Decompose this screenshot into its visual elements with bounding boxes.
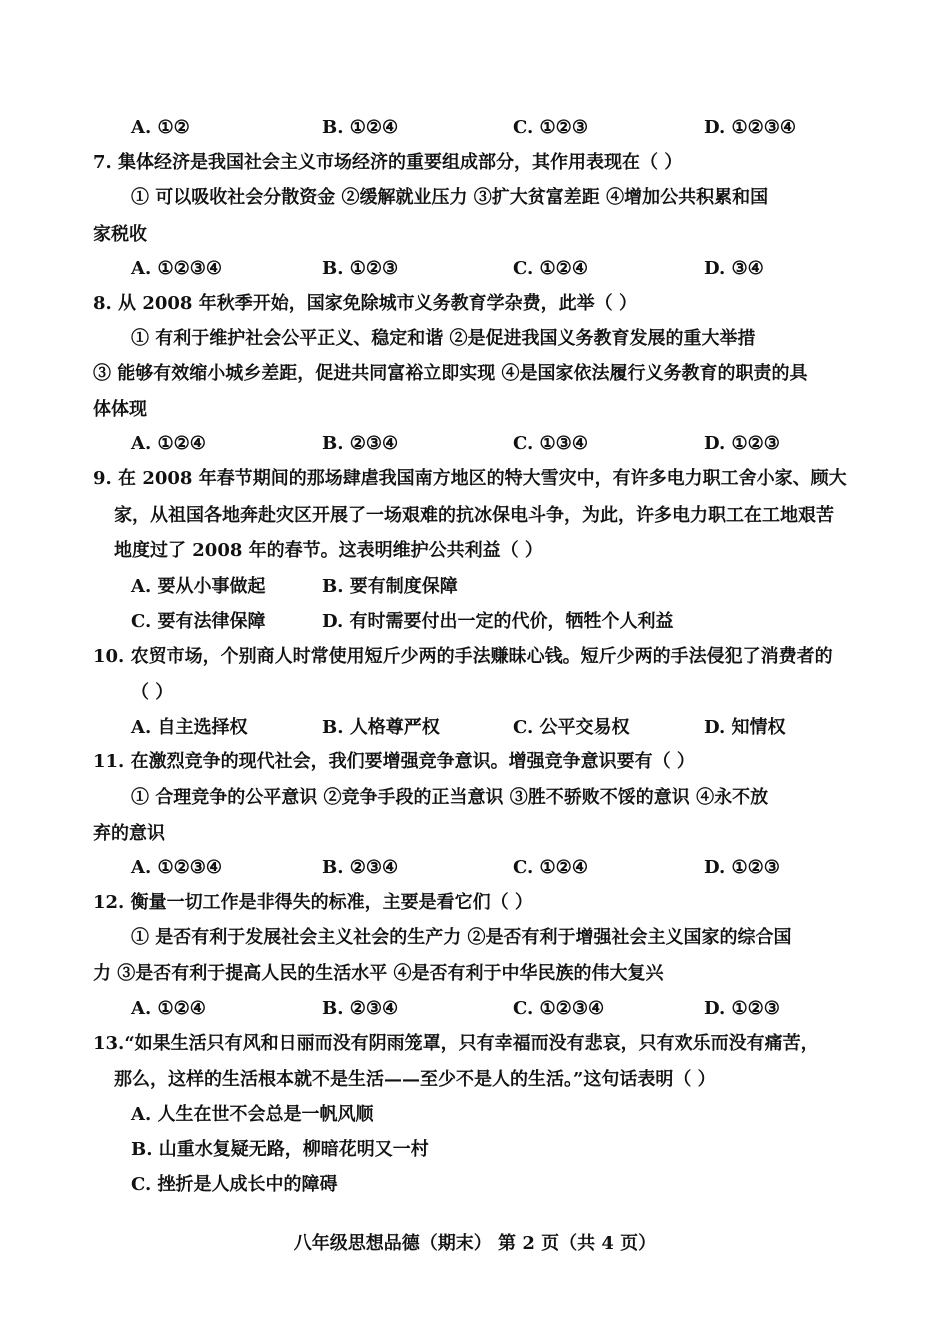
q6-option-d: D. ①②③④ [704, 117, 797, 138]
q13-stem-line1: 13.“如果生活只有风和日丽而没有阴雨笼罩，只有幸福而没有悲哀，只有欢乐而没有痛苦， [93, 1033, 819, 1054]
q12-items-line1: ① 是否有利于发展社会主义社会的生产力 ②是否有利于增强社会主义国家的综合国 [131, 927, 792, 948]
q7-option-b: B. ①②③ [322, 258, 399, 279]
q9-stem-line1: 9. 在 2008 年春节期间的那场肆虐我国南方地区的特大雪灾中，有许多电力职工舍小家、顾大 [93, 468, 847, 489]
q11-items-line2: 弃的意识 [93, 823, 165, 844]
q11-option-d: D. ①②③ [704, 857, 780, 878]
q10-stem-line2: （ ） [131, 682, 174, 703]
q8-items-line1: ① 有利于维护社会公平正义、稳定和谐 ②是促进我国义务教育发展的重大举措 [131, 328, 756, 349]
q9-option-d: D. 有时需要付出一定的代价，牺牲个人利益 [322, 611, 674, 632]
q10-option-d: D. 知情权 [704, 717, 786, 738]
q7-stem: 7. 集体经济是我国社会主义市场经济的重要组成部分，其作用表现在（ ） [93, 152, 683, 173]
q11-option-c: C. ①②④ [513, 857, 588, 878]
q9-stem-line3: 地度过了 2008 年的春节。这表明维护公共利益（ ） [114, 540, 543, 561]
q9-stem-line2: 家，从祖国各地奔赴灾区开展了一场艰难的抗冰保电斗争，为此，许多电力职工在工地艰苦 [114, 505, 834, 526]
q10-stem-line1: 10. 农贸市场，个别商人时常使用短斤少两的手法赚昧心钱。短斤少两的手法侵犯了消费者的 [93, 646, 833, 667]
q8-option-c: C. ①③④ [513, 433, 588, 454]
q7-items-line2: 家税收 [93, 224, 147, 245]
q6-option-b: B. ①②④ [322, 117, 399, 138]
q10-option-c: C. 公平交易权 [513, 717, 630, 738]
q10-option-b: B. 人格尊严权 [322, 717, 440, 738]
q13-option-a: A. 人生在世不会总是一帆风顺 [131, 1104, 374, 1125]
q12-option-a: A. ①②④ [131, 998, 206, 1019]
q8-option-d: D. ①②③ [704, 433, 780, 454]
q8-items-line2: ③ 能够有效缩小城乡差距，促进共同富裕立即实现 ④是国家依法履行义务教育的职责的具 [93, 363, 808, 384]
q11-option-a: A. ①②③④ [131, 857, 223, 878]
q8-option-a: A. ①②④ [131, 433, 206, 454]
q13-option-b: B. 山重水复疑无路，柳暗花明又一村 [131, 1139, 429, 1160]
q12-items-line2: 力 ③是否有利于提高人民的生活水平 ④是否有利于中华民族的伟大复兴 [93, 963, 664, 984]
q13-option-c: C. 挫折是人成长中的障碍 [131, 1174, 338, 1195]
q7-option-a: A. ①②③④ [131, 258, 223, 279]
q7-items-line1: ① 可以吸收社会分散资金 ②缓解就业压力 ③扩大贫富差距 ④增加公共积累和国 [131, 187, 769, 208]
q9-option-c: C. 要有法律保障 [131, 611, 266, 632]
q9-option-b: B. 要有制度保障 [322, 576, 458, 597]
q6-option-a: A. ①② [131, 117, 190, 138]
q10-option-a: A. 自主选择权 [131, 717, 248, 738]
q8-option-b: B. ②③④ [322, 433, 399, 454]
q12-option-b: B. ②③④ [322, 998, 399, 1019]
q11-option-b: B. ②③④ [322, 857, 399, 878]
q9-option-a: A. 要从小事做起 [131, 576, 266, 597]
q11-items-line1: ① 合理竞争的公平意识 ②竞争手段的正当意识 ③胜不骄败不馁的意识 ④永不放 [131, 787, 769, 808]
q8-stem: 8. 从 2008 年秋季开始，国家免除城市义务教育学杂费，此举（ ） [93, 293, 637, 314]
q7-option-c: C. ①②④ [513, 258, 588, 279]
q11-stem: 11. 在激烈竞争的现代社会，我们要增强竞争意识。增强竞争意识要有（ ） [93, 751, 695, 772]
q12-option-d: D. ①②③ [704, 998, 780, 1019]
q12-option-c: C. ①②③④ [513, 998, 605, 1019]
q7-option-d: D. ③④ [704, 258, 764, 279]
q12-stem: 12. 衡量一切工作是非得失的标准，主要是看它们（ ） [93, 892, 533, 913]
q6-option-c: C. ①②③ [513, 117, 588, 138]
q13-stem-line2: 那么，这样的生活根本就不是生活——至少不是人的生活。”这句话表明（ ） [114, 1069, 716, 1090]
q8-items-line3: 体体现 [93, 399, 147, 420]
page-footer: 八年级思想品德（期末） 第 2 页（共 4 页） [293, 1233, 657, 1254]
